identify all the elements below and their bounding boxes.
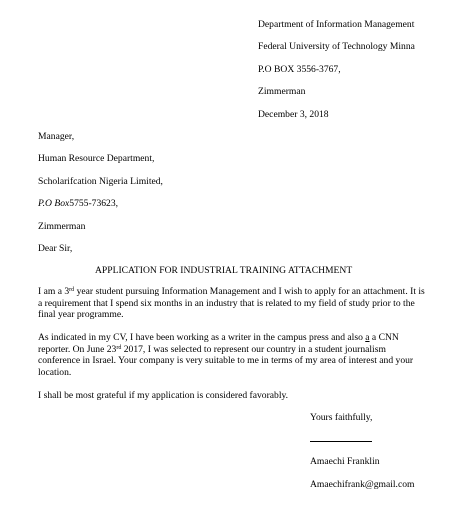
recipient-department: Human Resource Department, [38, 153, 155, 164]
sender-department: Department of Information Management [258, 19, 415, 30]
recipient-po-box-label: P.O Box [38, 198, 70, 209]
sender-city: Zimmerman [258, 86, 306, 97]
recipient-po-box [38, 198, 118, 210]
body-paragraph-3: I shall be most grateful if my application is considered favorably. [38, 390, 289, 401]
valediction: Yours faithfully, [310, 412, 373, 423]
signatory-name: Amaechi Franklin [310, 456, 380, 467]
body-paragraph-1: I am a 3rd year student pursuing Information Management and I wish to apply for an attachment. It is a requirement that I spend six months in an industry that is related to my field of study prior to the final year programme. [38, 286, 425, 321]
recipient-city: Zimmerman [38, 221, 86, 232]
recipient-title: Manager, [38, 131, 75, 142]
letter-date: December 3, 2018 [258, 109, 329, 120]
signatory-email: Amaechifrank@gmail.com [310, 479, 415, 490]
recipient-company: Scholarifcation Nigeria Limited, [38, 176, 163, 187]
recipient-po-box-number: 5755-73623, [69, 198, 119, 209]
signature-line [310, 441, 372, 442]
body-paragraph-2: As indicated in my CV, I have been working as a writer in the campus press and also a a CNN reporter. On June 23rd 2017, I was selected to represent our country in a student journalism conference in Israel. Your company is very suitable to me in terms of my area of interest and your location. [38, 332, 414, 378]
letter-subject: APPLICATION FOR INDUSTRIAL TRAINING ATTACHMENT [95, 265, 353, 276]
sender-po-box: P.O BOX 3556-3767, [258, 64, 341, 75]
salutation: Dear Sir, [38, 243, 73, 254]
sender-university: Federal University of Technology Minna [258, 41, 415, 52]
